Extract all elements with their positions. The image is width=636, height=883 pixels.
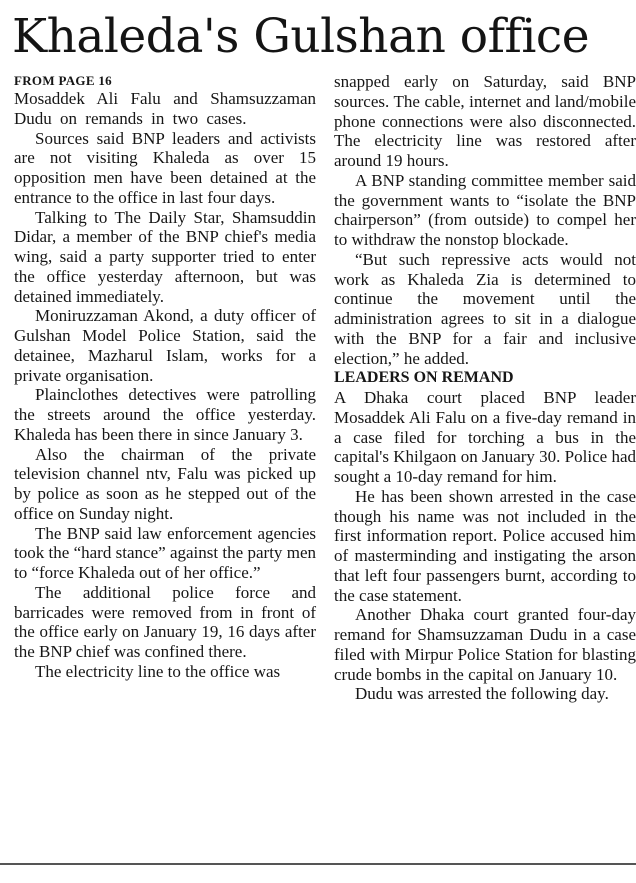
paragraph: “But such repressive acts would not work as Khaleda Zia is determined to continue the movement until the administration agrees to sit in a dialogue with the BNP for a fair and inclusive election,” he added. bbox=[334, 249, 636, 368]
paragraph: Also the chairman of the private television channel ntv, Falu was picked up by police as soon as he stepped out of the office on Sunday night. bbox=[14, 444, 316, 523]
paragraph: Plainclothes detectives were patrolling the streets around the office yesterday. Khaleda has been there in since January 3. bbox=[14, 385, 316, 444]
paragraph: Another Dhaka court granted four-day remand for Shamsuzzaman Dudu in a case filed with Mirpur Police Station for blasting crude bombs in the capital on January 10. bbox=[334, 605, 636, 684]
left-column bbox=[14, 74, 316, 682]
bottom-rule bbox=[0, 863, 636, 865]
paragraph: Talking to The Daily Star, Shamsuddin Didar, a member of the BNP chief's media wing, said a party supporter tried to enter the office yesterday afternoon, but was detained immediately. bbox=[14, 207, 316, 306]
paragraph: A BNP standing committee member said the government wants to “isolate the BNP chairperson” (from outside) to compel her to withdraw the nonstop blockade. bbox=[334, 170, 636, 249]
kicker: FROM PAGE 16 bbox=[14, 73, 112, 88]
paragraph: Mosaddek Ali Falu and Shamsuzzaman Dudu on remands in two cases. bbox=[14, 89, 316, 128]
paragraph: The electricity line to the office was bbox=[35, 661, 281, 681]
paragraph: He has been shown arrested in the case though his name was not included in the first information report. Police accused him of masterminding and instigating the arson that left four passengers burnt, according to the case statement. bbox=[334, 486, 636, 605]
headline: Khaleda's Gulshan office bbox=[12, 9, 590, 64]
paragraph: Dudu was arrested the following day. bbox=[355, 684, 609, 704]
paragraph: A Dhaka court placed BNP leader Mosaddek Ali Falu on a five-day remand in a case filed for torching a bus in the capital's Khilgaon on January 30. Police had sought a 10-day remand for him. bbox=[334, 388, 636, 486]
paragraph: Moniruzzaman Akond, a duty officer of Gulshan Model Police Station, said the detainee, Mazharul Islam, works for a private organisation. bbox=[14, 306, 316, 385]
paragraph: The BNP said law enforcement agencies took the “hard stance” against the party men to “force Khaleda out of her office.” bbox=[14, 523, 316, 582]
paragraph: The additional police force and barricades were removed from in front of the office early on January 19, 16 days after the BNP chief was confined there. bbox=[14, 582, 316, 661]
paragraph: snapped early on Saturday, said BNP sources. The cable, internet and land/mobile phone connections were also disconnected. The electricity line was restored after around 19 hours. bbox=[334, 72, 636, 170]
paragraph: Sources said BNP leaders and activists are not visiting Khaleda as over 15 opposition men have been detained at the entrance to the office in last four days. bbox=[14, 128, 316, 207]
section-subhead: LEADERS ON REMAND bbox=[334, 369, 514, 387]
right-column bbox=[334, 72, 636, 704]
